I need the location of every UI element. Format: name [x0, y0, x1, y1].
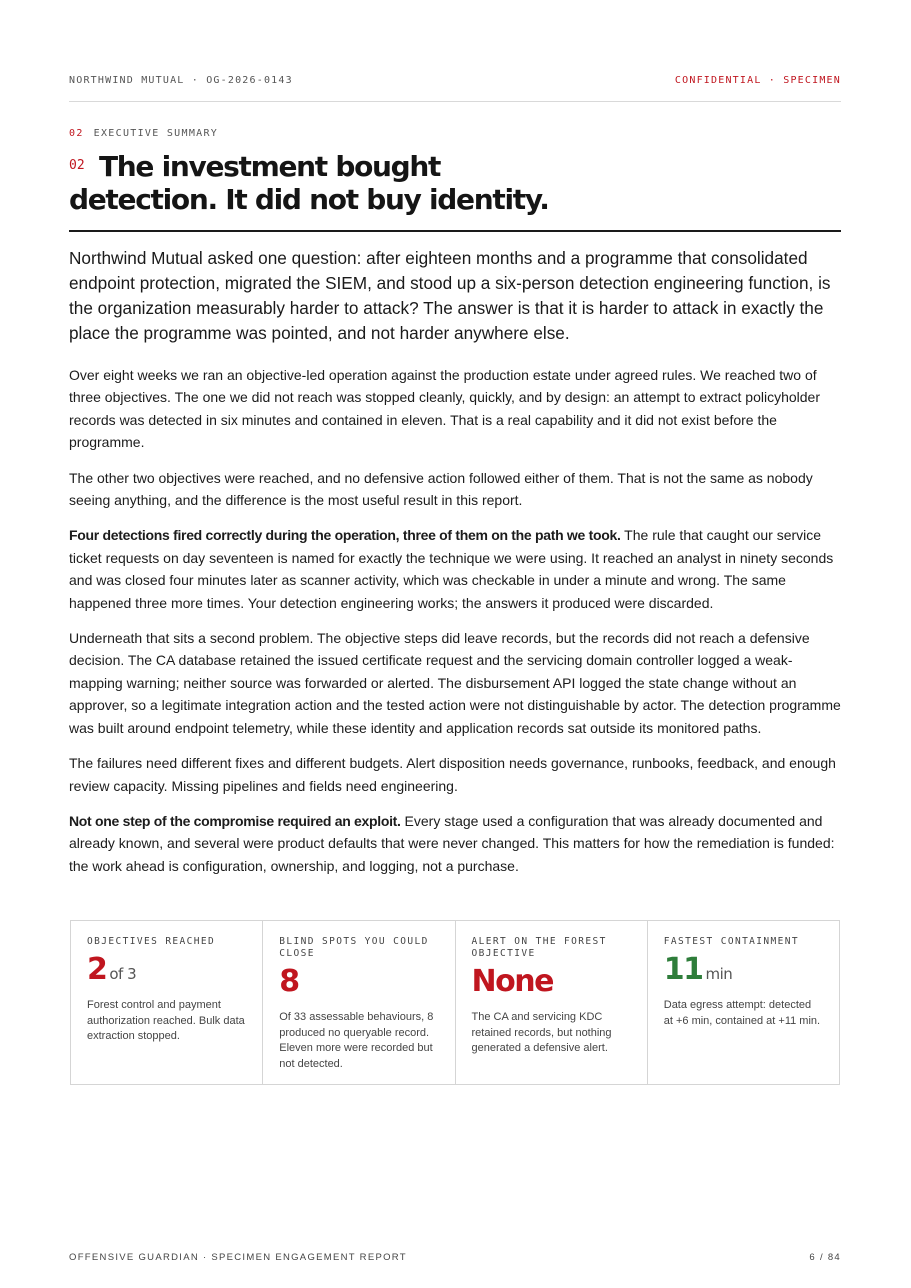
stat-objectives-reached [71, 921, 263, 1084]
section-label: EXECUTIVE SUMMARY [93, 128, 219, 139]
section-number: 02 [69, 128, 84, 139]
section-eyebrow [69, 128, 218, 139]
stat-value: 11 min [663, 952, 733, 987]
stat-value: 8 [279, 964, 299, 999]
body-paragraph: The failures need different fixes and different budgets. Alert disposition needs governance, runbooks, feedback, and enough review capacity. Missing pipelines and fields need engineering. [69, 755, 836, 794]
section-title-block [69, 150, 841, 232]
key-metrics-panel [70, 920, 840, 1085]
stat-label: BLIND SPOTS YOU COULD CLOSE [279, 936, 429, 959]
body-paragraph: Over eight weeks we ran an objective-led operation against the production estate under agreed rules. We reached two of three objectives. The one we did not reach was stopped cleanly, quickly, and by design: an attempt to extract policyholder records was detected in six minutes and contained in eleven. That is a real capability and it did not exist before the programme. [69, 367, 820, 451]
lead-paragraph: Northwind Mutual asked one question: after eighteen months and a programme that consolidated endpoint protection, migrated the SIEM, and stood up a six-person detection engineering function, is the organization measurably harder to attack? The answer is that it is harder to attack in exactly the place the programme was pointed, and not harder anywhere else. [69, 248, 831, 343]
stat-description: The CA and servicing KDC retained records, but nothing generated a defensive alert. [471, 1011, 612, 1054]
body-paragraph: Four detections fired correctly during the operation, three of them on the path we took. The rule that caught our service ticket requests on day seventeen is named for exactly the technique we were using. It reached an analyst in ninety seconds and was closed four minutes later as scanner activity, which was checkable in under a minute and wrong. The same happened three more times. Your detection engineering works; the answers it produced were discarded. [69, 527, 834, 611]
stat-description: Of 33 assessable behaviours, 8 produced no queryable record. Eleven more were recorded but not detected. [279, 1011, 434, 1070]
stat-value: 2 of 3 [87, 952, 137, 987]
body-text [69, 364, 844, 890]
stat-fastest-containment [648, 921, 839, 1084]
stat-label: ALERT ON THE FOREST OBJECTIVE [471, 936, 607, 959]
stat-label: OBJECTIVES REACHED [87, 936, 216, 947]
stat-description: Data egress attempt: detected at +6 min, contained at +11 min. [663, 999, 821, 1027]
stat-forest-alert [456, 921, 648, 1084]
stat-blind-spots [263, 921, 455, 1084]
body-paragraph: Underneath that sits a second problem. The objective steps did leave records, but the records did not reach a defensive decision. The CA database retained the issued certificate request and the servicing domain controller logged a weak-mapping warning; neither source was forwarded or alerted. The disbursement API logged the state change without an approver, so a legitimate integration action and the tested action were not distinguishable by actor. The detection programme was built around endpoint telemetry, while these identity and application records sat outside its monitored paths. [69, 630, 841, 736]
page-footer [69, 1252, 841, 1263]
stat-value: None [471, 964, 553, 999]
report-name: OFFENSIVE GUARDIAN · SPECIMEN ENGAGEMENT REPORT [69, 1252, 407, 1263]
stat-description: Forest control and payment authorization reached. Bulk data extraction stopped. [87, 999, 245, 1042]
page-header [69, 73, 841, 102]
page-number: 6 / 84 [809, 1252, 841, 1263]
title-number: 02 [69, 158, 85, 173]
body-paragraph: The other two objectives were reached, and no defensive action followed either of them. That is not the same as nobody seeing anything, and the difference is the most useful result in this report. [69, 469, 813, 509]
page-title: The investment bought detection. It did not buy identity. [69, 150, 549, 216]
stat-label: FASTEST CONTAINMENT [663, 936, 800, 947]
body-paragraph: Not one step of the compromise required an exploit. Every stage used a configuration that was already documented and already known, and several were product defaults that were never changed. This matters for how the remediation is funded: the work ahead is configuration, ownership, and logging, not a purchase. [69, 812, 835, 874]
classification-label: CONFIDENTIAL · SPECIMEN [674, 75, 841, 86]
client-reference: NORTHWIND MUTUAL · OG-2026-0143 [69, 75, 293, 86]
